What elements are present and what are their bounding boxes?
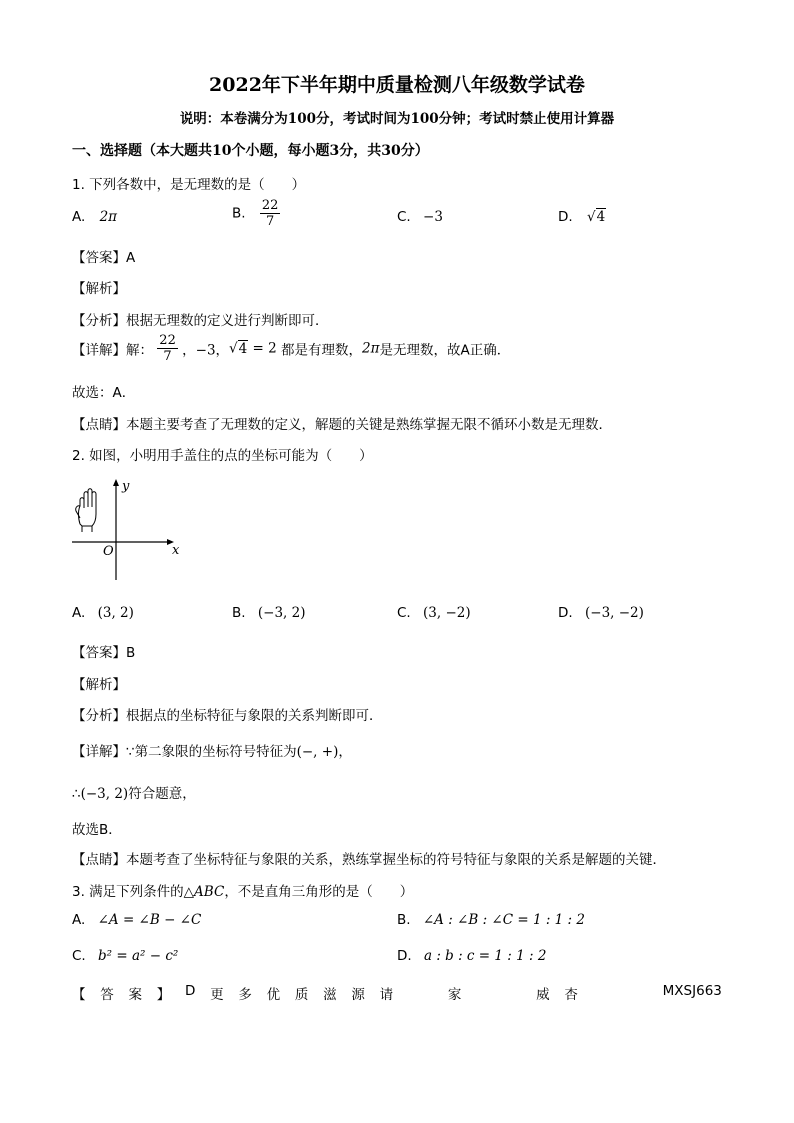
q2-therefore: ∴(−3, 2)符合题意，: [72, 786, 196, 802]
q2-option-a[interactable]: A. (3, 2): [72, 605, 134, 621]
q2-choice: 故选B．: [72, 822, 122, 838]
q1-option-d[interactable]: D. √4: [558, 209, 606, 225]
coordinate-figure: [70, 474, 180, 584]
q2-analysis-label: 【解析】: [72, 677, 126, 693]
hand-icon: [76, 489, 96, 532]
q2-option-c[interactable]: C. (3, −2): [397, 605, 471, 621]
fraction: $\frac{22}{7}$: [159, 333, 176, 364]
q1-option-b[interactable]: B. $\frac{22}{7}$: [232, 198, 279, 229]
q3-answer-line: 【 答 案 】 D 更 多 优 质 滋 源 请 家 威 杏 MXSJ663: [72, 983, 722, 1003]
page-title: 2022年下半年期中质量检测八年级数学试卷: [209, 74, 585, 96]
y-axis-arrow: [113, 479, 119, 486]
q1-option-a[interactable]: A. 2π: [72, 209, 118, 225]
y-axis-label: y: [122, 479, 130, 494]
q1-comment: 【点睛】本题主要考查了无理数的定义，解题的关键是熟练掌握无限不循环小数是无理数．: [72, 417, 612, 433]
q1-option-c[interactable]: C. −3: [397, 209, 443, 225]
q2-answer: 【答案】B: [72, 645, 136, 661]
exam-instructions: 说明：本卷满分为100分，考试时间为100分钟；考试时禁止使用计算器: [179, 111, 615, 127]
q1-detail: 【详解】解： $\frac{22}{7}$ ，−3，√4 = 2 都是有理数，2π是无理数，故A正确．: [72, 333, 511, 364]
q3-option-d[interactable]: D. a : b : c = 1 : 1 : 2: [397, 948, 547, 964]
q1-analysis: 【分析】根据无理数的定义进行判断即可．: [72, 313, 329, 329]
q1-analysis-label: 【解析】: [72, 281, 126, 297]
q3-option-b[interactable]: B. ∠A : ∠B : ∠C = 1 : 1 : 2: [397, 912, 585, 928]
q3-option-c[interactable]: C. b² = a² − c²: [72, 948, 179, 964]
x-axis-label: x: [172, 543, 180, 558]
q2-option-d[interactable]: D. (−3, −2): [558, 605, 644, 621]
q2-comment: 【点睛】本题考查了坐标特征与象限的关系，熟练掌握坐标的符号特征与象限的关系是解题的关键．: [72, 852, 666, 868]
q2-stem: 2. 如图，小明用手盖住的点的坐标可能为（ ）: [72, 448, 373, 464]
section-heading: 一、选择题（本大题共10个小题，每小题3分，共30分）: [72, 143, 429, 159]
q1-stem: 1. 下列各数中，是无理数的是（ ）: [72, 177, 306, 193]
square-root: √4: [586, 209, 606, 225]
q2-analysis: 【分析】根据点的坐标特征与象限的关系判断即可．: [72, 708, 383, 724]
q1-choice: 故选：A．: [72, 385, 136, 401]
fraction: $\frac{22}{7}$: [261, 198, 279, 229]
q3-option-a[interactable]: A. ∠A = ∠B − ∠C: [72, 912, 202, 928]
q2-option-b[interactable]: B. (−3, 2): [232, 605, 306, 621]
q1-answer: 【答案】A: [72, 250, 136, 266]
origin-label: O: [103, 544, 114, 559]
q3-stem: 3. 满足下列条件的△ABC，不是直角三角形的是（ ）: [72, 884, 414, 900]
square-root: √4: [229, 340, 248, 357]
q2-detail: 【详解】∵第二象限的坐标符号特征为(−, +)，: [72, 744, 352, 760]
